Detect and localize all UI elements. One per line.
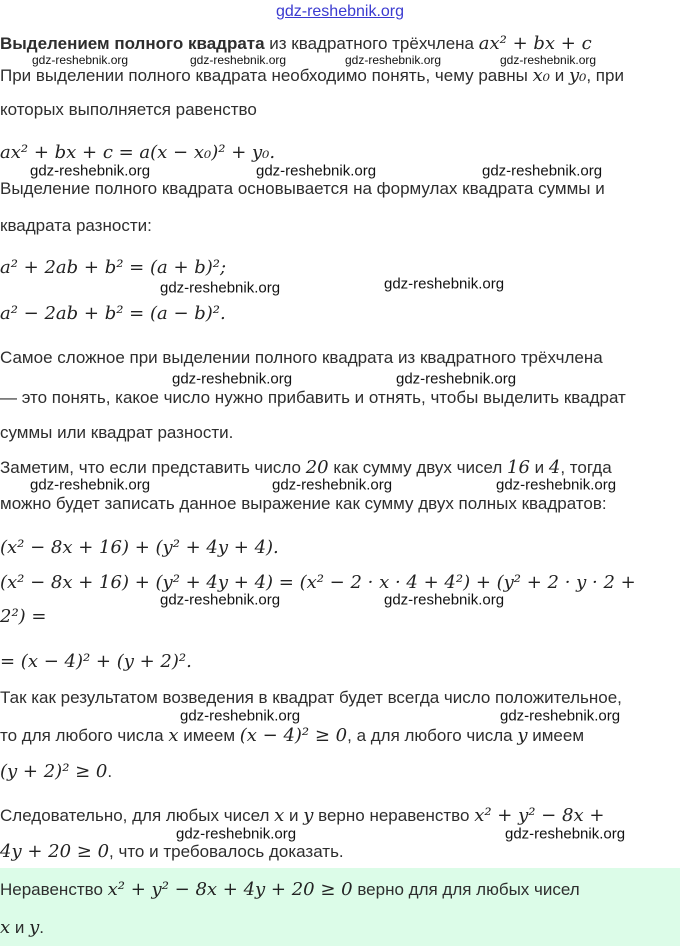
math-expression: a² − 2ab + b² = (a − b)². [0,303,226,324]
text-line [0,101,257,119]
text-segment: которых выполняется равенство [0,100,257,119]
watermark: gdz-reshebnik.org [482,162,603,180]
watermark: gdz-reshebnik.org [172,370,293,388]
text-segment: , при [586,66,624,85]
math-expression: 2²) = [0,606,47,627]
text-segment: суммы или квадрат разности. [0,423,234,442]
text-segment: Выделение полного квадрата основывается на формулах квадрата суммы и [0,179,605,198]
text-line [0,349,603,367]
math-expression: x² + y² − 8x + [474,805,605,826]
text-segment: . [39,918,45,937]
math-expression: 20 [305,457,329,478]
text-segment: из квадратного трёхчлена [264,34,479,53]
text-segment: Неравенство [0,880,108,899]
math-expression: y [517,725,528,746]
watermark: gdz-reshebnik.org [176,825,297,843]
math-expression: (y + 2)² ≥ 0 [0,761,108,782]
text-segment: и [10,918,30,937]
text-segment: имеем [178,726,240,745]
math-expression: 4y + 20 ≥ 0 [0,841,110,862]
formula-line [0,653,192,671]
text-segment: Заметим, что если представить число [0,458,306,477]
watermark: gdz-reshebnik.org [256,162,377,180]
text-segment: то для любого числа [0,726,169,745]
math-expression: a² + 2ab + b² = (a + b)²; [0,257,227,278]
math-expression: (x − 4)² ≥ 0 [239,725,348,746]
text-line [0,389,626,407]
text-line [0,459,612,477]
math-expression: (x² − 8x + 16) + (y² + 4y + 4) = (x² − 2 · x · 4 + 4²) + (y² + 2 · y · 2 + [0,572,636,593]
math-expression: x [274,805,285,826]
text-segment: и [529,458,549,477]
watermark: gdz-reshebnik.org [496,476,617,494]
text-segment: квадрата разности: [0,216,152,235]
text-segment: , тогда [560,458,612,477]
conclusion-line [0,881,580,899]
math-expression: 4 [548,457,561,478]
text-line [0,763,112,781]
formula-line [0,259,226,277]
formula-line [0,539,279,557]
watermark: gdz-reshebnik.org [160,591,281,609]
formula-line [0,574,636,592]
text-line [0,180,605,198]
text-line [0,727,584,745]
text-line [0,217,152,235]
formula-line [0,144,275,162]
site-watermark-link[interactable]: gdz-reshebnik.org [275,3,405,20]
text-line [0,689,622,707]
math-expression: x [0,917,11,938]
watermark: gdz-reshebnik.org [272,476,393,494]
text-line [0,843,344,861]
text-segment: и [284,806,304,825]
text-segment: При выделении полного квадрата необходимо понять, чему равны [0,66,533,85]
text-segment: Следовательно, для любых чисел [0,806,275,825]
watermark: gdz-reshebnik.org [505,825,626,843]
text-segment: , а для любого числа [347,726,518,745]
math-expression: y [303,805,314,826]
formula-line [0,305,226,323]
text-segment: как сумму двух чисел [328,458,508,477]
watermark: gdz-reshebnik.org [500,53,597,67]
math-expression: ax² + bx + c = a(x − x₀)² + y₀. [0,142,276,163]
text-segment: Самое сложное при выделении полного квадрата из квадратного трёхчлена [0,348,603,367]
watermark: gdz-reshebnik.org [384,275,505,293]
text-segment: — это понять, какое число нужно прибавить и отнять, чтобы выделить квадрат [0,388,626,407]
watermark: gdz-reshebnik.org [30,476,151,494]
text-segment: имеем [527,726,585,745]
math-expression: y₀ [568,65,587,86]
math-expression: y [29,917,40,938]
text-segment: , что и требовалось доказать. [109,842,344,861]
math-expression: (x² − 8x + 16) + (y² + 4y + 4). [0,537,279,558]
watermark: gdz-reshebnik.org [384,591,505,609]
text-segment: верно для для любых чисел [352,880,580,899]
text-segment: . [107,762,113,781]
text-line [0,807,604,825]
math-expression: = (x − 4)² + (y + 2)². [0,651,192,672]
math-expression: x₀ [532,65,550,86]
watermark: gdz-reshebnik.org [160,279,281,297]
math-expression: ax² + bx + c [478,33,592,54]
text-segment: верно неравенство [313,806,475,825]
math-expression: x² + y² − 8x + 4y + 20 ≥ 0 [107,879,353,900]
watermark: gdz-reshebnik.org [32,53,129,67]
text-line [0,35,592,53]
text-line [0,424,233,442]
formula-line [0,608,47,626]
watermark: gdz-reshebnik.org [180,707,301,725]
conclusion-line [0,919,44,937]
text-segment: Выделением полного квадрата [0,34,265,53]
watermark: gdz-reshebnik.org [500,707,621,725]
watermark: gdz-reshebnik.org [190,53,287,67]
text-segment: можно будет записать данное выражение как сумму двух полных квадратов: [0,494,607,513]
text-segment: и [550,66,569,85]
text-line [0,67,624,85]
watermark: gdz-reshebnik.org [30,162,151,180]
text-segment: Так как результатом возведения в квадрат будет всегда число положительное, [0,688,622,707]
math-expression: 16 [507,457,530,478]
watermark: gdz-reshebnik.org [396,370,517,388]
math-expression: x [168,725,179,746]
text-line [0,495,607,513]
watermark: gdz-reshebnik.org [345,53,442,67]
